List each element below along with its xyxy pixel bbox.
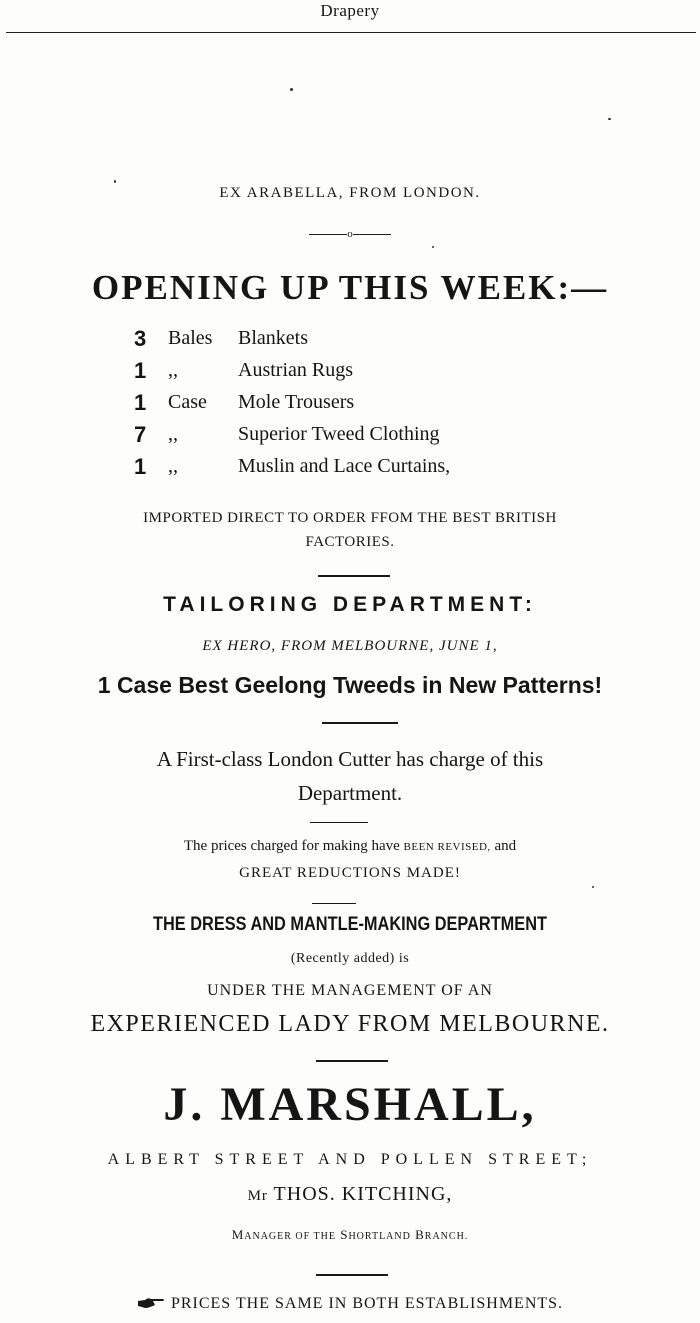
street-address: ALBERT STREET AND POLLEN STREET; (107, 1151, 593, 1168)
item-quantity: 1 (134, 454, 147, 479)
item-unit: Bales (168, 327, 213, 349)
item-unit: Case (168, 391, 207, 413)
footer-text: PRICES THE SAME IN BOTH ESTABLISHMENTS. (170, 1295, 564, 1312)
honorific-text: Mr (247, 1188, 268, 1204)
section-header: Drapery (320, 1, 380, 20)
list-item (130, 358, 610, 390)
role-initial: M (231, 1227, 245, 1242)
ornament-mark: o (347, 228, 353, 240)
great-reductions: GREAT REDUCTIONS MADE! (239, 865, 461, 881)
headline: OPENING UP THIS WEEK:— (91, 268, 609, 307)
manager-role (0, 1227, 700, 1243)
print-speck (592, 886, 594, 888)
prices-text: The prices charged for making have (183, 838, 404, 854)
ornament-line-right (353, 234, 391, 235)
management-line: UNDER THE MANAGEMENT OF AN (207, 982, 493, 999)
branch-name: HORTLAND (348, 1231, 411, 1242)
cutter-line-2: Department. (297, 781, 403, 805)
honorific (248, 1183, 268, 1205)
print-speck (114, 180, 116, 183)
print-speck (290, 88, 293, 91)
manager-name-line (0, 1183, 700, 1206)
list-item (130, 422, 610, 454)
tailoring-title: TAILORING DEPARTMENT: (163, 593, 537, 616)
imported-notice (0, 506, 700, 554)
list-item (130, 454, 610, 486)
divider-rule (312, 903, 356, 904)
footer-line (0, 1295, 700, 1315)
item-quantity: 7 (134, 422, 147, 447)
proprietor-name: J. MARSHALL, (163, 1078, 537, 1131)
divider-rule (318, 575, 390, 577)
item-quantity: 1 (134, 390, 147, 415)
prices-tail: and (490, 838, 517, 854)
hero-shipment-line: EX HERO, FROM MELBOURNE, JUNE 1, (202, 638, 498, 654)
dress-department-title: THE DRESS AND MANTLE-MAKING DEPARTMENT (153, 914, 547, 935)
item-unit: ,, (168, 359, 178, 381)
item-name: Austrian Rugs (238, 359, 353, 381)
branch-word-initial: B (415, 1227, 425, 1242)
branch-initial: S (340, 1227, 349, 1242)
cutter-line-1: A First-class London Cutter has charge of this (156, 747, 544, 771)
print-speck (608, 118, 611, 120)
pointing-hand-icon (137, 1296, 165, 1315)
divider-rule (322, 722, 398, 724)
role-rest: ANAGER OF THE (244, 1231, 336, 1242)
list-item (130, 390, 610, 422)
item-name: Muslin and Lace Curtains, (238, 455, 451, 477)
item-name: Mole Trousers (238, 391, 355, 413)
ornament-divider (0, 228, 700, 240)
header-rule (6, 32, 696, 33)
item-quantity: 3 (134, 326, 147, 351)
item-quantity: 1 (134, 358, 147, 383)
shipment-line: EX ARABELLA, FROM LONDON. (219, 185, 481, 201)
item-unit: ,, (168, 423, 178, 445)
prices-notice (0, 833, 700, 886)
lady-line: EXPERIENCED LADY FROM MELBOURNE. (90, 1011, 610, 1037)
geelong-tweeds-line: 1 Case Best Geelong Tweeds in New Patterns! (97, 672, 603, 698)
item-name: Superior Tweed Clothing (238, 423, 440, 445)
ornament-line-left (309, 234, 347, 235)
imported-line-2: FACTORIES. (305, 534, 395, 550)
item-name: Blankets (238, 327, 308, 349)
item-list (130, 326, 610, 486)
prices-revised: BEEN REVISED, (403, 841, 491, 853)
divider-rule (316, 1060, 388, 1062)
divider-rule (310, 822, 368, 823)
item-unit: ,, (168, 455, 178, 477)
imported-line-1: IMPORTED DIRECT TO ORDER FFOM THE BEST BRITISH (143, 510, 557, 526)
divider-rule (316, 1274, 388, 1276)
list-item (130, 326, 610, 358)
print-speck (432, 246, 434, 248)
recently-added: (Recently added) is (290, 951, 410, 966)
prices-line (0, 833, 700, 860)
cutter-notice (0, 742, 700, 810)
manager-name: THOS. KITCHING, (273, 1183, 453, 1205)
branch-word: RANCH. (424, 1231, 469, 1242)
